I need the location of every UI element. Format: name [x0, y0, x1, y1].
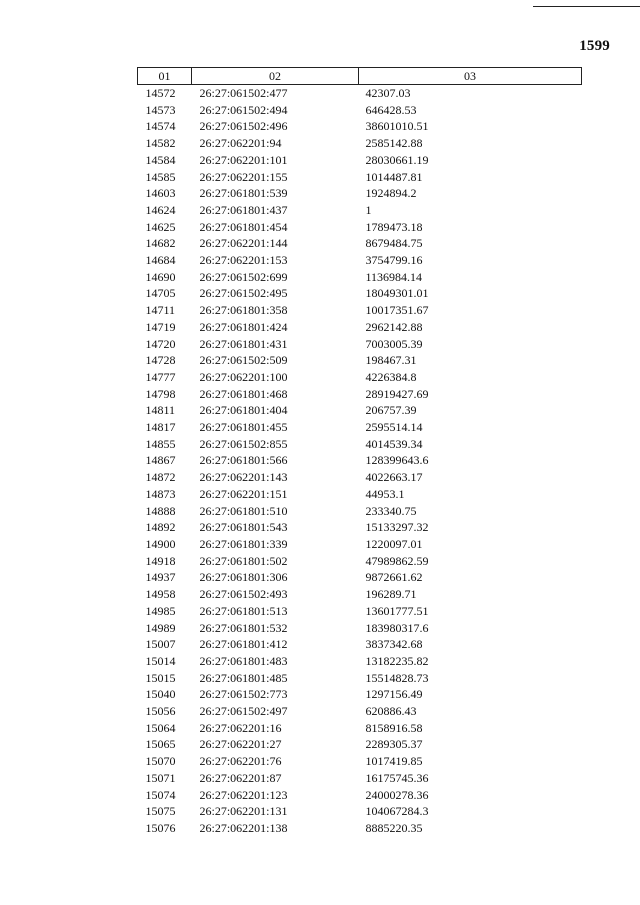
cadastral-number-cell: 26:27:062201:27	[199, 737, 282, 752]
row-id-cell: 14684	[145, 253, 176, 268]
row-id-cell: 15076	[145, 820, 176, 835]
table-row	[138, 369, 582, 386]
row-id-cell: 14989	[145, 620, 176, 635]
table-row	[138, 703, 582, 720]
cadastral-number-cell: 26:27:061801:306	[199, 570, 288, 585]
row-id-cell: 15007	[145, 637, 176, 652]
row-id-cell: 14892	[145, 520, 176, 535]
value-cell: 3837342.68	[365, 637, 423, 652]
value-cell: 13601777.51	[365, 603, 429, 618]
value-cell: 38601010.51	[365, 119, 429, 134]
table-row	[138, 419, 582, 436]
table-row	[138, 636, 582, 653]
table-row	[138, 252, 582, 269]
cadastral-number-cell: 26:27:062201:94	[199, 136, 282, 151]
cadastral-number-cell: 26:27:062201:87	[199, 770, 282, 785]
cadastral-number-cell: 26:27:061502:493	[199, 587, 288, 602]
value-cell: 1924894.2	[365, 186, 417, 201]
value-cell: 1014487.81	[365, 169, 423, 184]
row-id-cell: 15015	[145, 670, 176, 685]
table-row	[138, 720, 582, 737]
table-row	[138, 352, 582, 369]
table-row	[138, 569, 582, 586]
cadastral-number-cell: 26:27:061502:495	[199, 286, 288, 301]
table-row	[138, 536, 582, 553]
value-cell: 8158916.58	[365, 720, 423, 735]
cadastral-number-cell: 26:27:061801:424	[199, 319, 288, 334]
cadastral-number-cell: 26:27:061502:699	[199, 269, 288, 284]
value-cell: 4226384.8	[365, 369, 417, 384]
table-row	[138, 770, 582, 787]
table-row	[138, 402, 582, 419]
value-cell: 47989862.59	[365, 553, 429, 568]
value-cell: 2962142.88	[365, 319, 423, 334]
table-row	[138, 185, 582, 202]
table-row	[138, 452, 582, 469]
cadastral-number-cell: 26:27:061801:404	[199, 403, 288, 418]
row-id-cell: 14574	[145, 119, 176, 134]
cadastral-number-cell: 26:27:062201:100	[199, 369, 288, 384]
cadastral-number-cell: 26:27:061801:485	[199, 670, 288, 685]
table-row	[138, 553, 582, 570]
value-cell: 646428.53	[365, 102, 417, 117]
cadastral-number-cell: 26:27:061801:437	[199, 202, 288, 217]
cadastral-number-cell: 26:27:061502:497	[199, 704, 288, 719]
cadastral-number-cell: 26:27:061801:539	[199, 186, 288, 201]
row-id-cell: 15075	[145, 804, 176, 819]
cadastral-number-cell: 26:27:061502:855	[199, 436, 288, 451]
value-cell: 1017419.85	[365, 754, 423, 769]
value-cell: 16175745.36	[365, 770, 429, 785]
cadastral-number-cell: 26:27:061502:494	[199, 102, 288, 117]
value-cell: 206757.39	[365, 403, 417, 418]
table-row	[138, 386, 582, 403]
value-cell: 198467.31	[365, 353, 417, 368]
row-id-cell: 14985	[145, 603, 176, 618]
table-row	[138, 152, 582, 169]
value-cell: 1297156.49	[365, 687, 423, 702]
value-cell: 1	[365, 202, 372, 217]
table-row	[138, 803, 582, 820]
row-id-cell: 14798	[145, 386, 176, 401]
value-cell: 24000278.36	[365, 787, 429, 802]
table-row	[138, 102, 582, 119]
row-id-cell: 15071	[145, 770, 176, 785]
value-cell: 1220097.01	[365, 536, 423, 551]
data-table	[137, 67, 582, 837]
cadastral-number-cell: 26:27:061502:496	[199, 119, 288, 134]
row-id-cell: 15014	[145, 653, 176, 668]
cadastral-number-cell: 26:27:061502:509	[199, 353, 288, 368]
row-id-cell: 14888	[145, 503, 176, 518]
row-id-cell: 14711	[145, 303, 176, 318]
row-id-cell: 14728	[145, 353, 176, 368]
row-id-cell: 15070	[145, 754, 176, 769]
cadastral-number-cell: 26:27:062201:153	[199, 253, 288, 268]
row-id-cell: 14719	[145, 319, 176, 334]
value-cell: 8679484.75	[365, 236, 423, 251]
table-row	[138, 686, 582, 703]
value-cell: 128399643.6	[365, 453, 429, 468]
table-row	[138, 436, 582, 453]
row-id-cell: 14817	[145, 420, 176, 435]
row-id-cell: 14918	[145, 553, 176, 568]
value-cell: 42307.03	[365, 86, 411, 100]
value-cell: 13182235.82	[365, 653, 429, 668]
row-id-cell: 15056	[145, 704, 176, 719]
cadastral-number-cell: 26:27:061801:513	[199, 603, 288, 618]
cadastral-number-cell: 26:27:061801:339	[199, 536, 288, 551]
row-id-cell: 14573	[145, 102, 176, 117]
value-cell: 1789473.18	[365, 219, 423, 234]
cadastral-number-cell: 26:27:061801:468	[199, 386, 288, 401]
table-row	[138, 603, 582, 620]
cadastral-number-cell: 26:27:062201:138	[199, 820, 288, 835]
table-row	[138, 169, 582, 186]
cadastral-number-cell: 26:27:062201:123	[199, 787, 288, 802]
table-row	[138, 519, 582, 536]
cadastral-number-cell: 26:27:062201:131	[199, 804, 288, 819]
cadastral-number-cell: 26:27:062201:101	[199, 152, 288, 167]
table-row	[138, 319, 582, 336]
table-row	[138, 118, 582, 135]
value-cell: 1136984.14	[365, 269, 423, 284]
row-id-cell: 14603	[145, 186, 176, 201]
table-row	[138, 285, 582, 302]
row-id-cell: 14584	[145, 152, 176, 167]
value-cell: 2289305.37	[365, 737, 423, 752]
cadastral-number-cell: 26:27:061801:502	[199, 553, 288, 568]
row-id-cell: 14585	[145, 169, 176, 184]
value-cell: 9872661.62	[365, 570, 423, 585]
table-row	[138, 235, 582, 252]
table-row	[138, 85, 582, 102]
value-cell: 233340.75	[365, 503, 417, 518]
column-header-03: 03	[359, 68, 582, 85]
header-row	[138, 68, 582, 85]
row-id-cell: 14855	[145, 436, 176, 451]
top-rule	[533, 6, 640, 7]
value-cell: 183980317.6	[365, 620, 429, 635]
table-row	[138, 653, 582, 670]
cadastral-number-cell: 26:27:061801:358	[199, 303, 288, 318]
row-id-cell: 14720	[145, 336, 176, 351]
row-id-cell: 14937	[145, 570, 176, 585]
table-row	[138, 620, 582, 637]
table-row	[138, 736, 582, 753]
row-id-cell: 14958	[145, 587, 176, 602]
value-cell: 18049301.01	[365, 286, 429, 301]
row-id-cell: 14873	[145, 486, 176, 501]
cadastral-number-cell: 26:27:061801:566	[199, 453, 288, 468]
value-cell: 10017351.67	[365, 303, 429, 318]
table-row	[138, 486, 582, 503]
value-cell: 15514828.73	[365, 670, 429, 685]
table-row	[138, 469, 582, 486]
column-header-01: 01	[138, 68, 192, 85]
cadastral-number-cell: 26:27:062201:144	[199, 236, 288, 251]
row-id-cell: 14867	[145, 453, 176, 468]
cadastral-number-cell: 26:27:061801:412	[199, 637, 288, 652]
cadastral-number-cell: 26:27:062201:16	[199, 720, 282, 735]
row-id-cell: 14900	[145, 536, 176, 551]
cadastral-number-cell: 26:27:061502:773	[199, 687, 288, 702]
table-row	[138, 269, 582, 286]
row-id-cell: 14690	[145, 269, 176, 284]
table-row	[138, 753, 582, 770]
row-id-cell: 14625	[145, 219, 176, 234]
table-row	[138, 336, 582, 353]
row-id-cell: 14624	[145, 202, 176, 217]
row-id-cell: 15040	[145, 687, 176, 702]
table-row	[138, 219, 582, 236]
value-cell: 2595514.14	[365, 420, 423, 435]
row-id-cell: 14572	[145, 86, 176, 100]
cadastral-number-cell: 26:27:062201:143	[199, 470, 288, 485]
row-id-cell: 14582	[145, 136, 176, 151]
value-cell: 7003005.39	[365, 336, 423, 351]
cadastral-number-cell: 26:27:061801:510	[199, 503, 288, 518]
value-cell: 15133297.32	[365, 520, 429, 535]
cadastral-number-cell: 26:27:062201:76	[199, 754, 282, 769]
table-row	[138, 820, 582, 837]
row-id-cell: 14872	[145, 470, 176, 485]
value-cell: 44953.1	[365, 486, 405, 501]
row-id-cell: 14705	[145, 286, 176, 301]
row-id-cell: 14777	[145, 369, 176, 384]
value-cell: 2585142.88	[365, 136, 423, 151]
cadastral-number-cell: 26:27:061801:454	[199, 219, 288, 234]
column-header-02: 02	[192, 68, 359, 85]
cadastral-number-cell: 26:27:061801:543	[199, 520, 288, 535]
value-cell: 8885220.35	[365, 820, 423, 835]
value-cell: 620886.43	[365, 704, 417, 719]
table-row	[138, 503, 582, 520]
row-id-cell: 14682	[145, 236, 176, 251]
value-cell: 28030661.19	[365, 152, 429, 167]
cadastral-number-cell: 26:27:062201:155	[199, 169, 288, 184]
row-id-cell: 15064	[145, 720, 176, 735]
cadastral-number-cell: 26:27:061502:477	[199, 86, 288, 100]
cadastral-number-cell: 26:27:062201:151	[199, 486, 288, 501]
value-cell: 4022663.17	[365, 470, 423, 485]
value-cell: 196289.71	[365, 587, 417, 602]
table-row	[138, 135, 582, 152]
page-number: 1599	[579, 38, 610, 54]
table-body	[138, 85, 582, 837]
table-row	[138, 586, 582, 603]
row-id-cell: 15065	[145, 737, 176, 752]
table-row	[138, 302, 582, 319]
row-id-cell: 15074	[145, 787, 176, 802]
table-row	[138, 670, 582, 687]
value-cell: 28919427.69	[365, 386, 429, 401]
row-id-cell: 14811	[145, 403, 176, 418]
cadastral-number-cell: 26:27:061801:455	[199, 420, 288, 435]
table-row	[138, 202, 582, 219]
table-row	[138, 787, 582, 804]
value-cell: 3754799.16	[365, 253, 423, 268]
cadastral-number-cell: 26:27:061801:483	[199, 653, 288, 668]
cadastral-number-cell: 26:27:061801:431	[199, 336, 288, 351]
cadastral-number-cell: 26:27:061801:532	[199, 620, 288, 635]
value-cell: 104067284.3	[365, 804, 429, 819]
value-cell: 4014539.34	[365, 436, 423, 451]
